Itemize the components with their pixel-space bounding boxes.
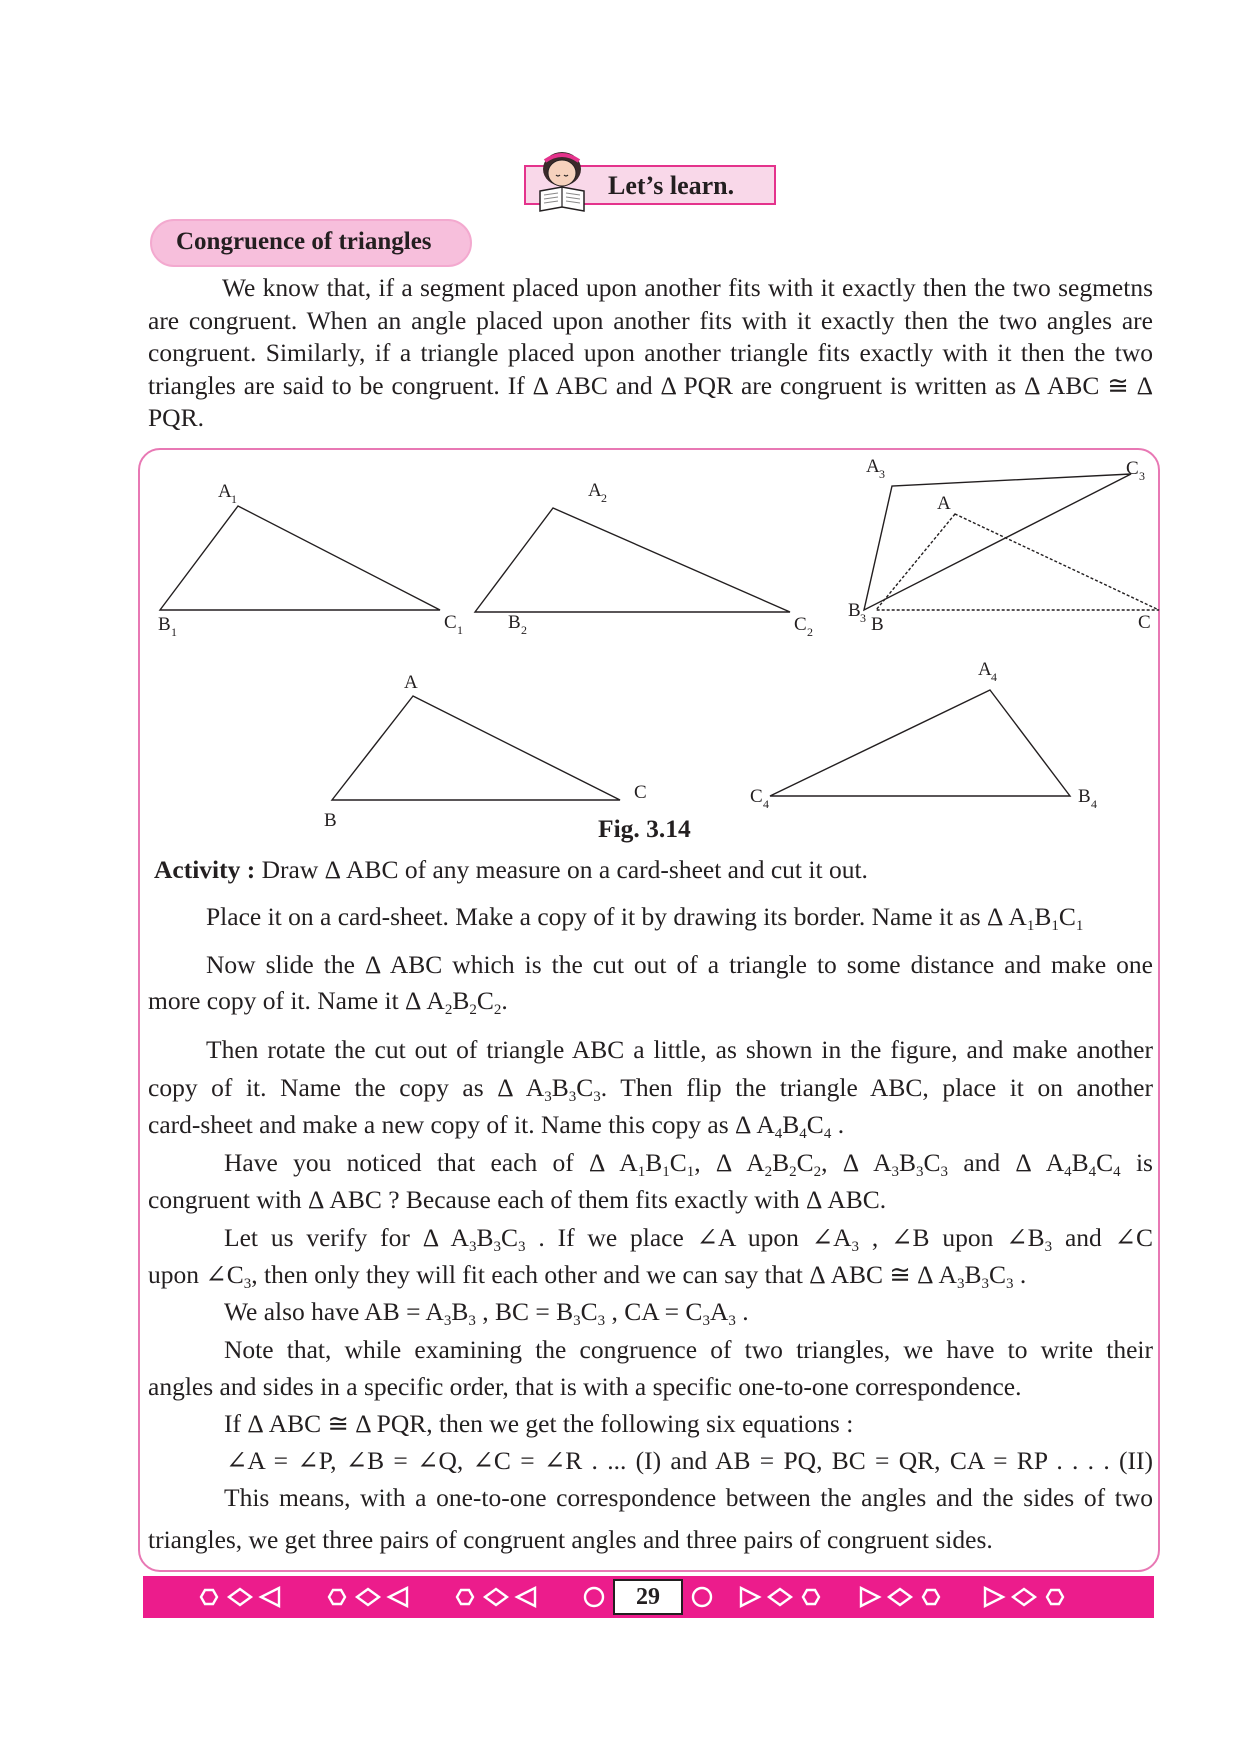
- label-a-rotated: A: [937, 493, 951, 514]
- triangle-a3b3c3: [864, 474, 1131, 610]
- section-title: Congruence of triangles: [176, 228, 432, 255]
- activity-line-10: Let us verify for Δ $A_3B_3C_3$ . If we place ∠A upon $\angle A_3$ , ∠B upon $\angle B_3$ and ∠C: [224, 1223, 1153, 1255]
- activity-line-17: This means, with a one-to-one correspondence between the angles and the sides of two: [224, 1483, 1153, 1512]
- lets-learn-banner: [524, 165, 776, 205]
- label-c3-sub: 3: [1139, 469, 1145, 483]
- label-b-main: B: [324, 810, 337, 831]
- label-a1: A: [218, 481, 232, 502]
- activity-line-13: Note that, while examining the congruence of two triangles, we have to write their: [224, 1335, 1153, 1364]
- activity-line-11: upon $\angle C_3$, then only they will fit each other and we can say that Δ ABC ≅ Δ $A_3B_3C_3$ .: [148, 1260, 1027, 1292]
- figure-caption: Fig. 3.14: [598, 814, 691, 843]
- label-c3: C: [1126, 458, 1139, 479]
- figure-triangles: [140, 452, 1160, 852]
- label-b4: B: [1078, 786, 1091, 807]
- label-a-main: A: [404, 672, 418, 693]
- label-b1-sub: 1: [171, 625, 177, 639]
- label-b2-sub: 2: [521, 623, 527, 637]
- triangle-abc-dotted: [876, 514, 1159, 610]
- activity-line-12: We also have AB = $A_3B_3$ , BC = $B_3C_3$ , CA = $C_3A_3$ .: [224, 1297, 749, 1329]
- activity-line-8: Have you noticed that each of Δ $A_1B_1C_1$, Δ $A_2B_2C_2$, Δ $A_3B_3C_3$ and Δ $A_4B_4C_4$ is: [224, 1148, 1153, 1180]
- activity-line-9: congruent with Δ ABC ? Because each of them fits exactly with Δ ABC.: [148, 1185, 887, 1214]
- label-a3: A: [866, 456, 880, 477]
- label-a2: A: [588, 480, 602, 501]
- activity-line-6: copy of it. Name the copy as Δ $A_3B_3C_3$. Then flip the triangle ABC, place it on another: [148, 1073, 1153, 1105]
- triangle-abc: [332, 696, 620, 800]
- activity-label: Activity :: [154, 855, 256, 884]
- label-c1-sub: 1: [457, 623, 463, 637]
- label-c4-sub: 4: [763, 797, 769, 811]
- triangle-a1b1c1: [160, 506, 440, 610]
- footer-bar: [143, 1576, 1154, 1618]
- label-a3-sub: 3: [879, 467, 885, 481]
- label-c2: C: [794, 614, 807, 635]
- section-title-pill: [150, 219, 472, 267]
- activity-line-5: Then rotate the cut out of triangle ABC a little, as shown in the figure, and make another: [206, 1035, 1153, 1064]
- label-a4-sub: 4: [991, 670, 997, 684]
- activity-line-3: Now slide the Δ ABC which is the cut out of a triangle to some distance and make one: [206, 950, 1153, 979]
- label-b2: B: [508, 612, 521, 633]
- girl-reading-icon: [522, 147, 602, 213]
- activity-line-18: triangles, we get three pairs of congruent angles and three pairs of congruent sides.: [148, 1525, 993, 1554]
- label-b3: B: [848, 600, 861, 621]
- triangle-a2b2c2: [475, 508, 790, 612]
- page-number: 29: [613, 1579, 683, 1615]
- intro-paragraph: We know that, if a segment placed upon another fits with it exactly then the two segmetns are congruent. When an angle placed upon another fits with it exactly then the two angles are congruent. Similarly, if a triangle placed upon another triangle fits exactly with it then the two triangles are said to be congruent. If Δ ABC and Δ PQR are congruent is written as Δ ABC ≅ Δ PQR.: [148, 273, 1153, 433]
- activity-line-7: card-sheet and make a new copy of it. Name this copy as Δ $A_4B_4C_4$ .: [148, 1110, 845, 1142]
- activity-line-4: more copy of it. Name it Δ $A_2B_2C_2$.: [148, 986, 508, 1018]
- activity-line-14: angles and sides in a specific order, that is with a specific one-to-one correspondence.: [148, 1372, 1022, 1401]
- equations-line: ∠A = ∠P, ∠B = ∠Q, ∠C = ∠R . ... (I) and AB = PQ, BC = QR, CA = RP . . . . (II): [226, 1446, 1153, 1475]
- label-a2-sub: 2: [601, 491, 607, 505]
- label-c2-sub: 2: [807, 625, 813, 639]
- triangle-a4b4c4: [770, 690, 1070, 796]
- activity-line-1: Activity : Draw Δ ABC of any measure on a card-sheet and cut it out.: [154, 855, 868, 884]
- activity-line-2: Place it on a card-sheet. Make a copy of it by drawing its border. Name it as Δ $A_1B_1C_1$: [206, 902, 1084, 934]
- lets-learn-title: Let’s learn.: [608, 171, 735, 200]
- label-c1: C: [444, 612, 457, 633]
- label-a4: A: [978, 659, 992, 680]
- label-b-rotated: B: [871, 614, 884, 635]
- label-c4: C: [750, 786, 763, 807]
- label-c-main: C: [634, 782, 647, 803]
- label-b4-sub: 4: [1091, 797, 1097, 811]
- label-c-rotated: C: [1138, 612, 1151, 633]
- label-b1: B: [158, 614, 171, 635]
- activity-line-15: If Δ ABC ≅ Δ PQR, then we get the following six equations :: [224, 1409, 854, 1438]
- label-a1-sub: 1: [231, 492, 237, 506]
- label-b3-sub: 3: [860, 611, 866, 625]
